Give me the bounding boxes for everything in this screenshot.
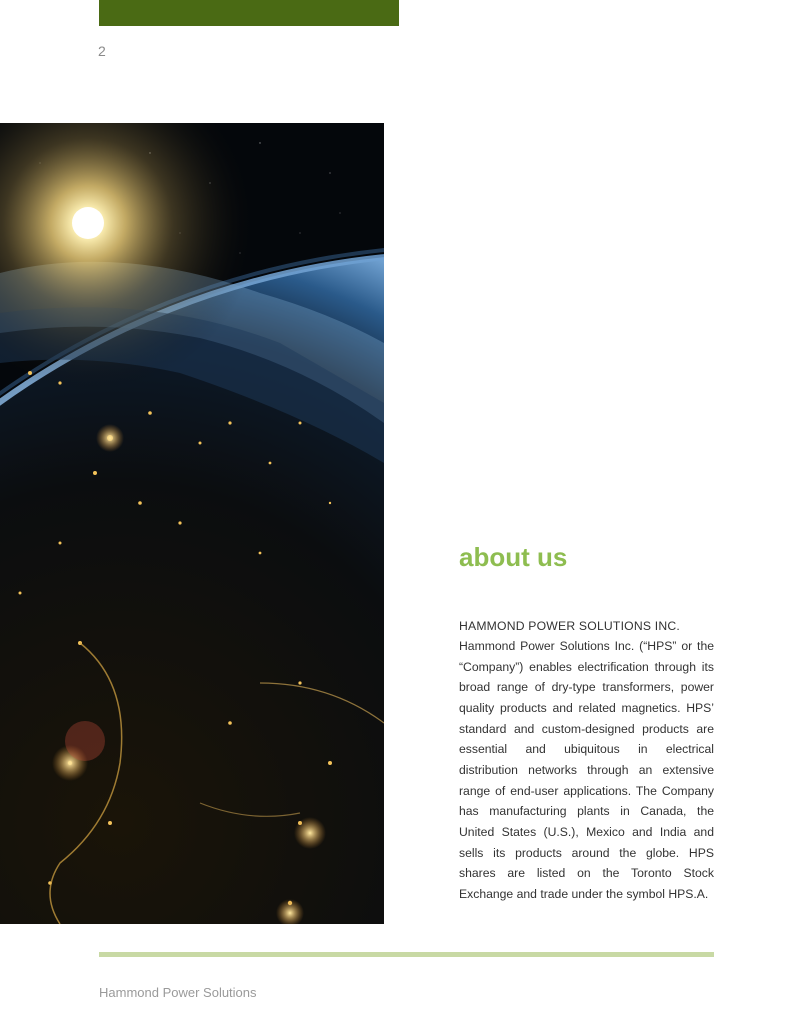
footer-company-name: Hammond Power Solutions [99, 985, 257, 1000]
page-number: 2 [98, 43, 106, 59]
top-accent-bar [99, 0, 399, 26]
earth-night-illustration [0, 123, 384, 924]
company-name: HAMMOND POWER SOLUTIONS INC. [459, 619, 680, 633]
footer-divider [99, 952, 714, 957]
about-body-text: Hammond Power Solutions Inc. (“HPS” or the “Company”) enables electrification through its broad range of dry-type transformers, power quality products and related magnetics. HPS’ standard and custom-designed products are essential and ubiquitous in electrical distribution networks through an extensive range of end-user applications. The Company has manufacturing plants in Canada, the United States (U.S.), Mexico and India and sells its products around the globe. HPS shares are listed on the Toronto Stock Exchange and trade under the symbol HPS.A. [459, 639, 714, 901]
earth-night-image [0, 123, 384, 924]
section-heading: about us [459, 542, 568, 572]
